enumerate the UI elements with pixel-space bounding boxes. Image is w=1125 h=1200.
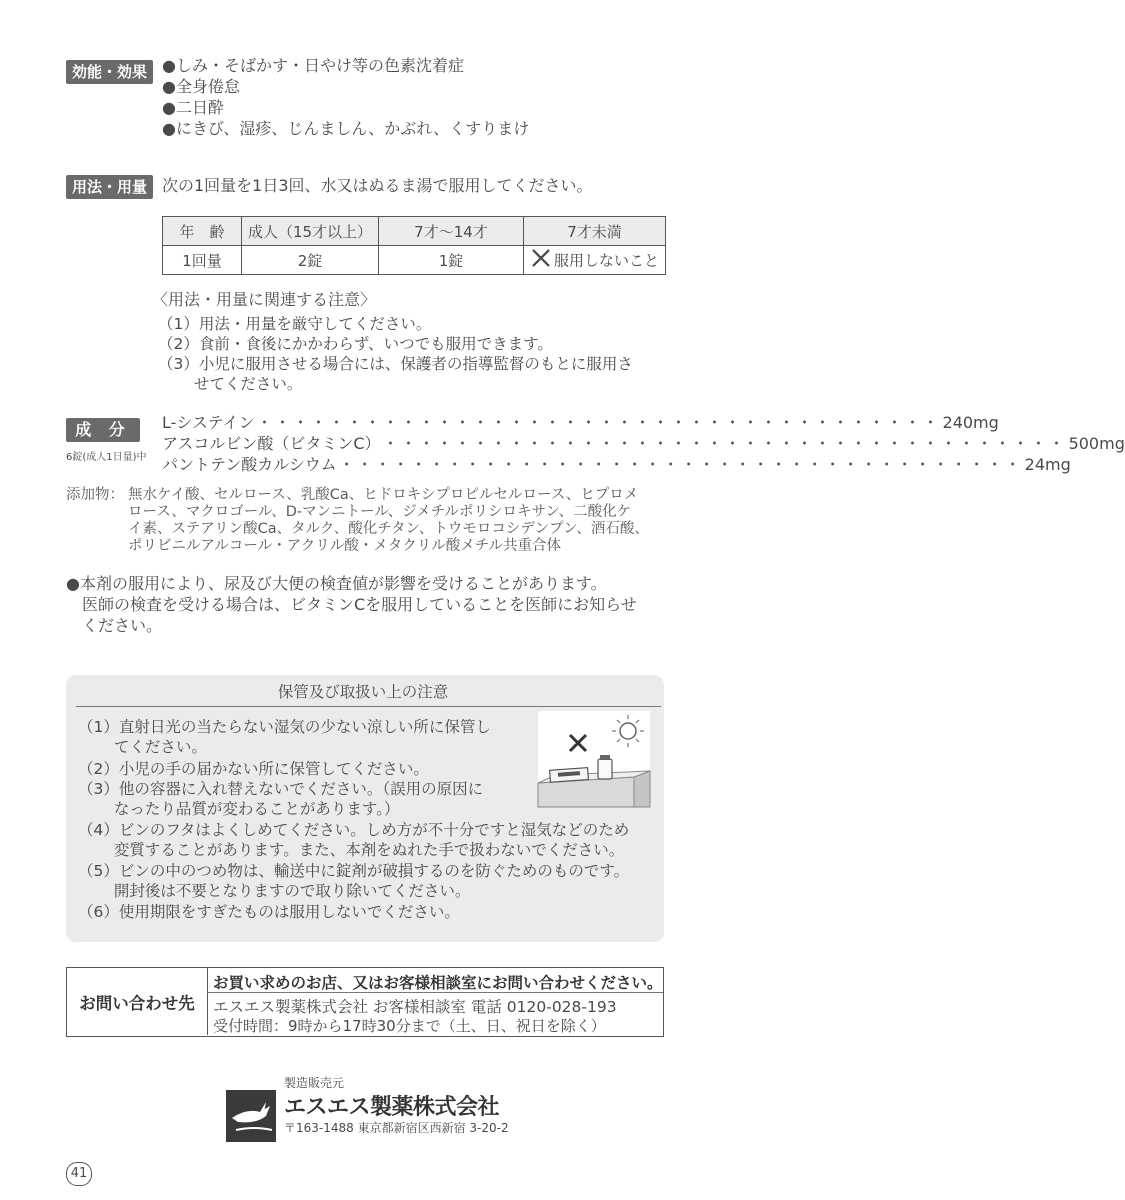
ingredient-name: アスコルビン酸（ビタミンC） — [162, 434, 381, 453]
storage-line: （5）ビンの中のつめ物は、輸送中に錠剤が破損するのを防ぐためのものです。 — [78, 862, 630, 880]
dosage-table-row — [163, 246, 666, 275]
storage-line: てください。 — [78, 738, 207, 756]
effects-item: ●全身倦怠 — [162, 77, 240, 96]
no-dose-text: 服用しないこと — [553, 251, 659, 270]
ingredient-amount: 240mg — [942, 413, 999, 432]
ingredient-amount: 24mg — [1024, 455, 1071, 474]
table-header-cell: 年 齢 — [163, 217, 242, 246]
dosage-note: （2）食前・食後にかかわらず、いつでも服用できます。 — [158, 335, 553, 353]
ingredients-sub-label: 6錠(成人1日量)中 — [66, 452, 147, 463]
notice-line: ●本剤の服用により、尿及び大便の検査値が影響を受けることがあります。 — [66, 574, 607, 593]
contact-divider — [207, 992, 663, 993]
dot-leader: ・・・・・・・・・・・・・・・・・・・・・・・・・・・・・・・・・・・・・・ — [256, 413, 941, 432]
manufacturer-block — [226, 1074, 516, 1144]
ingredients-label: 成 分 — [66, 418, 140, 442]
dosage-table — [162, 216, 666, 275]
dosage-note: せてください。 — [158, 375, 303, 393]
effects-label: 効能・効果 — [66, 60, 153, 84]
storage-line: （2）小児の手の届かない所に保管してください。 — [78, 760, 429, 778]
storage-illustration — [538, 711, 650, 807]
dosage-note: （3）小児に服用させる場合には、保護者の指導監督のもとに服用さ — [158, 355, 633, 373]
table-header-cell: 7才～14才 — [379, 217, 524, 246]
table-cell: 1回量 — [163, 246, 242, 275]
additives-line: 無水ケイ酸、セルロース、乳酸Ca、ヒドロキシプロピルセルロース、ヒプロメ — [128, 487, 639, 503]
storage-panel — [66, 675, 664, 942]
maker-name: エスエス製薬株式会社 — [284, 1095, 500, 1120]
dot-leader: ・・・・・・・・・・・・・・・・・・・・・・・・・・・・・・・・・・・・・・ — [382, 434, 1067, 453]
additives-line: ロース、マクロゴール、D-マンニトール、ジメチルポリシロキサン、二酸化ケ — [128, 504, 632, 520]
table-cell: 1錠 — [379, 246, 524, 275]
storage-line: 変質することがあります。また、本剤をぬれた手で扱わないでください。 — [78, 841, 625, 859]
test-notice — [66, 573, 666, 636]
effects-item: ●しみ・そばかす・日やけ等の色素沈着症 — [162, 56, 464, 75]
storage-line: （6）使用期限をすぎたものは服用しないでください。 — [78, 903, 460, 921]
dosage-notes-title: 〈用法・用量に関連する注意〉 — [152, 290, 377, 309]
contact-line: エスエス製薬株式会社 お客様相談室 電話 0120-028-193 — [213, 998, 617, 1016]
dosage-note: （1）用法・用量を厳守してください。 — [158, 315, 432, 333]
additives-text — [128, 487, 668, 555]
page-number: 41 — [66, 1162, 92, 1186]
cross-icon — [530, 247, 552, 273]
table-cell-no-dose — [524, 246, 666, 275]
ingredient-row — [162, 412, 999, 433]
contact-label: お問い合わせ先 — [67, 968, 208, 1035]
contact-line: 受付時間：9時から17時30分まで（土、日、祝日を除く） — [213, 1017, 606, 1035]
table-header-cell: 7才未満 — [524, 217, 666, 246]
maker-address: 〒163-1488 東京都新宿区西新宿 3-20-2 — [284, 1121, 509, 1135]
additives-line: ポリビニルアルコール・アクリル酸・メタクリル酸メチル共重合体 — [128, 538, 561, 554]
maker-role: 製造販売元 — [284, 1076, 345, 1090]
storage-line: 開封後は不要となりますので取り除いてください。 — [78, 882, 471, 900]
effects-item: ●二日酔 — [162, 98, 224, 117]
contact-line: お買い求めのお店、又はお客様相談室にお問い合わせください。 — [213, 974, 663, 992]
dot-leader: ・・・・・・・・・・・・・・・・・・・・・・・・・・・・・・・・・・・・・・ — [338, 455, 1023, 474]
dosage-intro: 次の1回量を1日3回、水又はぬるま湯で服用してください。 — [162, 176, 593, 195]
storage-line: （3）他の容器に入れ替えないでください。（誤用の原因に — [78, 780, 484, 798]
ingredient-name: パントテン酸カルシウム — [162, 455, 337, 474]
storage-divider — [76, 706, 661, 707]
additives-label: 添加物： — [66, 487, 124, 503]
notice-line: ください。 — [66, 616, 163, 635]
storage-title: 保管及び取扱い上の注意 — [277, 683, 449, 701]
notice-line: 医師の検査を受ける場合は、ビタミンCを服用していることを医師にお知らせ — [66, 595, 637, 614]
additives-line: イ素、ステアリン酸Ca、タルク、酸化チタン、トウモロコシデンプン、酒石酸、 — [128, 521, 649, 537]
storage-line: （1）直射日光の当たらない湿気の少ない涼しい所に保管し — [78, 718, 491, 736]
storage-line: （4）ビンのフタはよくしめてください。しめ方が不十分ですと湿気などのため — [78, 821, 630, 839]
contact-box — [66, 967, 664, 1037]
ingredient-row — [162, 433, 1125, 454]
effects-item: ●にきび、湿疹、じんましん、かぶれ、くすりまけ — [162, 119, 530, 138]
dosage-table-header-row — [163, 217, 666, 246]
company-logo — [226, 1090, 276, 1142]
ingredient-name: L-システイン — [162, 413, 255, 432]
storage-line: なったり品質が変わることがあります。） — [78, 800, 400, 818]
table-header-cell: 成人（15才以上） — [242, 217, 379, 246]
table-cell: 2錠 — [242, 246, 379, 275]
dosage-label: 用法・用量 — [66, 175, 153, 199]
ingredient-amount: 500mg — [1068, 434, 1125, 453]
ingredient-row — [162, 454, 1071, 475]
